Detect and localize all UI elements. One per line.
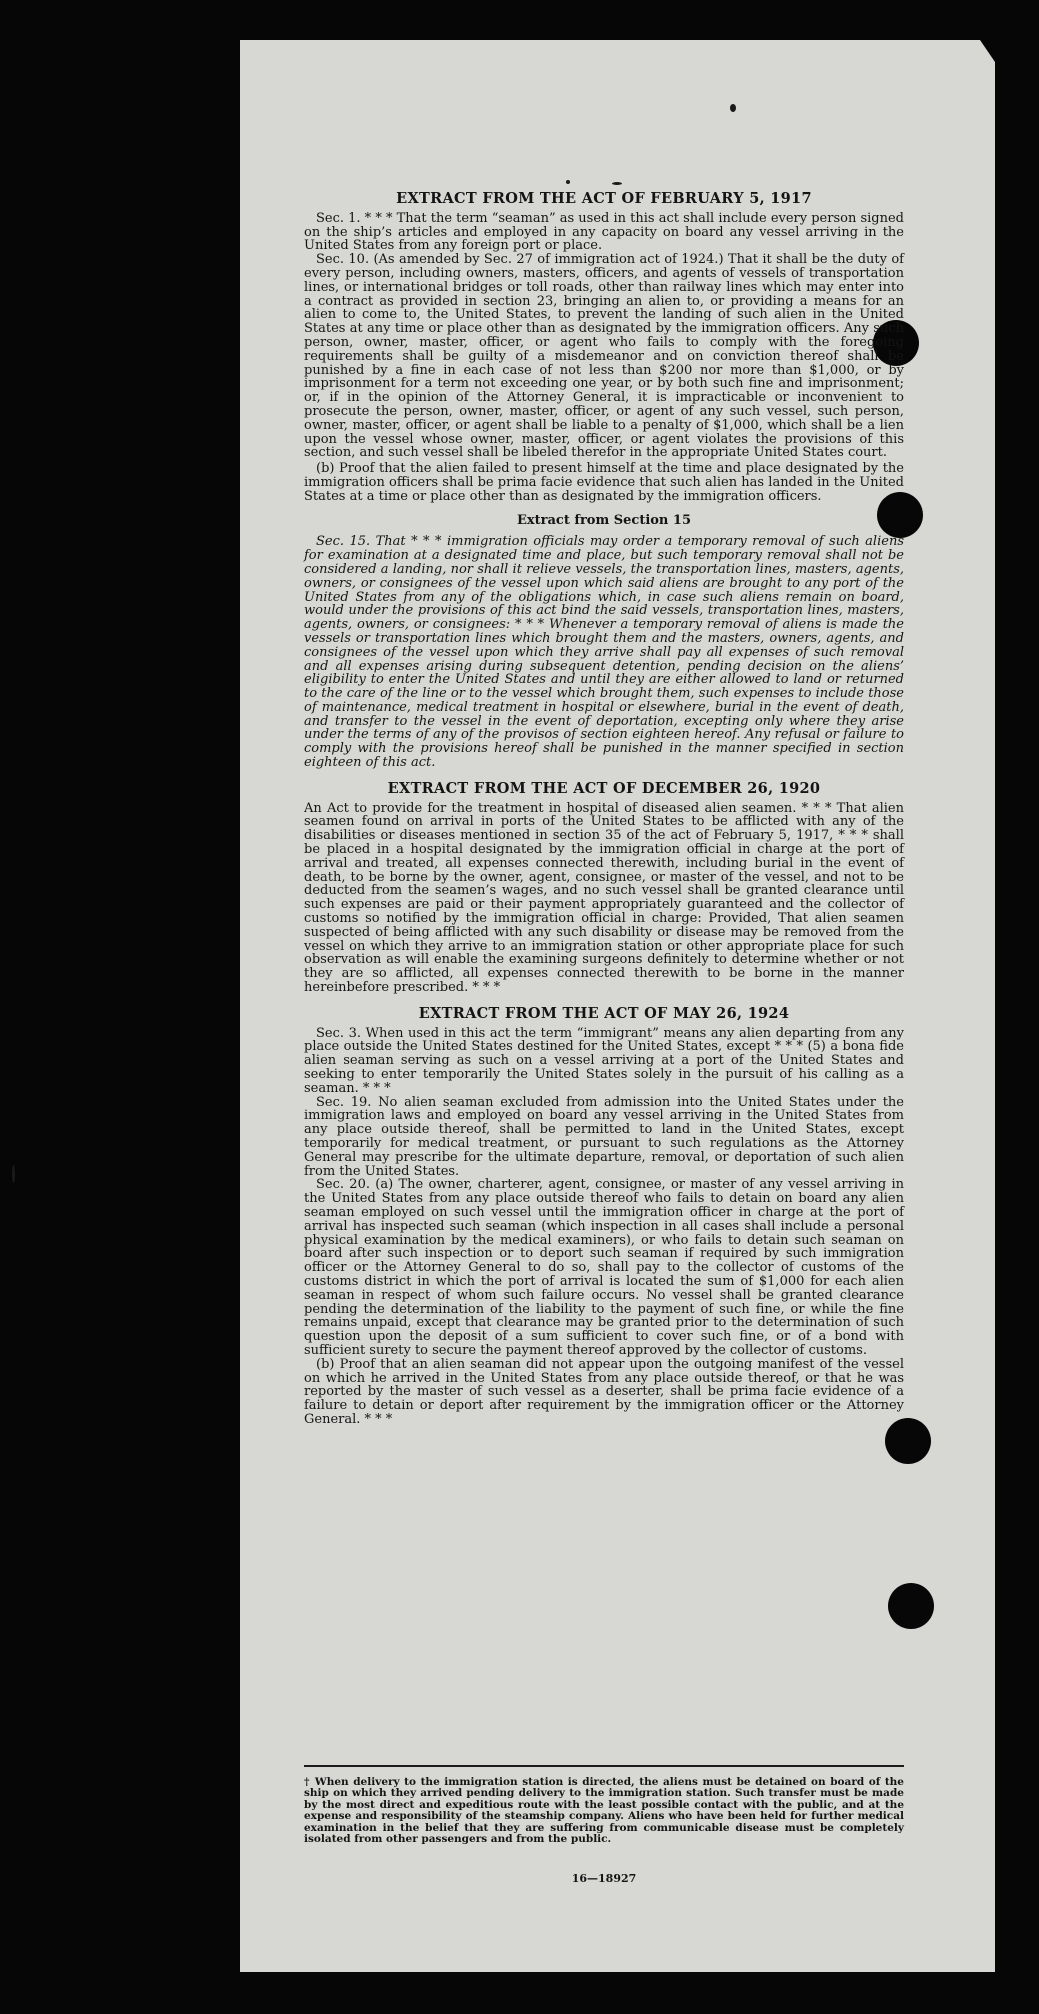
paper-speck bbox=[12, 1165, 15, 1183]
paragraph-sec-19: Sec. 19. No alien seaman excluded from admission into the United States under the immigration laws and employed on board any vessel arriving in the United States from any place outside thereof, shall be permitted to land in the United States, except temporarily for medical treatment, or pursuant to such regulations as the Attorney General may prescribe for the ultimate departure, removal, or deportation of such alien from the United States. bbox=[304, 1094, 904, 1179]
heading-act-1920: EXTRACT FROM THE ACT OF DECEMBER 26, 1920 bbox=[387, 779, 821, 797]
paper-speck bbox=[730, 104, 736, 112]
heading-act-1917: EXTRACT FROM THE ACT OF FEBRUARY 5, 1917 bbox=[396, 190, 812, 207]
paragraph-act-1920: An Act to provide for the treatment in hospital of diseased alien seamen. * * * That alien seamen found on arrival in ports of the United States to be afflicted with any of the disabilities or diseases mentioned in section 35 of the act of February 5, 1917, * * * shall be placed in a hospital designated by the immigration official in charge at the port of arrival and treated, all expenses connected therewith, including burial in the event of death, to be borne by the owner, agent, consignee, or master of the vessel, and not to be deducted from the seamen’s wages, and no such vessel shall be granted clearance until such expenses are paid or their payment appropriately guaranteed and the collector of customs so notified by the immigration official in charge: Provided, That alien seamen suspected of being afflicted with any such disability or disease may be removed from the vessel on which they arrive to an immigration station or other appropriate place for such observation as will enable the examining surgeons definitely to determine whether or not they are so afflicted, all expenses connected therewith to be borne in the manner hereinbefore prescribed. * * * bbox=[304, 800, 904, 996]
punch-hole bbox=[888, 1583, 934, 1629]
document-body bbox=[304, 192, 904, 1427]
paragraph-sec-20b: (b) Proof that an alien seaman did not appear upon the outgoing manifest of the vessel on which he arrived in the United States from any place outside thereof, or that he was reported by the master of such vessel as a deserter, shall be prima facie evidence of a failure to detain or deport after requirement by the immigration officer or the Attorney General. * * * bbox=[304, 1356, 904, 1427]
subheading-section-15: Extract from Section 15 bbox=[516, 512, 692, 528]
paragraph-sec-20: Sec. 20. (a) The owner, charterer, agent, consignee, or master of any vessel arriving in the United States from any place outside thereof who fails to detain on board any alien seaman employed on such vessel until the immigration officer in charge at the port of arrival has inspected such seaman (which inspection in all cases shall include a personal physical examination by the medical examiners), or who fails to detain such seaman on board after such inspection or to deport such seaman if required by such immigration officer or the Attorney General to do so, shall pay to the collector of customs of the customs district in which the port of arrival is located the sum of $1,000 for each alien seaman in respect of whom such failure occurs. No vessel shall be granted clearance pending the determination of the liability to the payment of such fine, or while the fine remains unpaid, except that clearance may be granted prior to the determination of such question upon the deposit of a sum sufficient to cover such fine, or of a bond with sufficient surety to secure the payment thereof approved by the collector of customs. bbox=[304, 1177, 904, 1358]
footnote: † When delivery to the immigration station is directed, the aliens must be detained on board of the ship on which they arrived pending delivery to the immigration station. Such transfer must be made by the most direct and expeditious route with the least possible contact with the public, and at the expense and responsibility of the steamship company. Aliens who have been held for further medical examination in the belief that they are suffering from communicable disease must be completely isolated from other passengers and from the public. bbox=[304, 1776, 904, 1846]
paragraph-sec-3: Sec. 3. When used in this act the term “immigrant” means any alien departing from any place outside the United States destined for the United States, except * * * (5) a bona fide alien seaman serving as such on a vessel arriving at a port of the United States and seeking to enter temporarily the United States solely in the pursuit of his calling as a seaman. * * * bbox=[304, 1025, 904, 1096]
footnote-divider bbox=[304, 1765, 904, 1767]
paper-speck bbox=[566, 180, 570, 184]
paragraph-sec-15: Sec. 15. That * * * immigration officials may order a temporary removal of such aliens for examination at a designated time and place, but such temporary removal shall not be considered a landing, nor shall it relieve vessels, the transportation lines, masters, agents, owners, or consignees of the vessel upon which said aliens are brought to any port of the United States from any of the obligations which, in case such aliens remain on board, would under the provisions of this act bind the said vessels, transportation lines, masters, agents, owners, or consignees: * * * Whenever a temporary removal of aliens is made the vessels or transportation lines which brought them and the masters, owners, agents, and consignees of the vessel upon which they arrive shall pay all expenses of such removal and all expenses arising during subsequent detention, pending decision on the aliens’ eligibility to enter the United States and until they are either allowed to land or returned to the care of the line or to the vessel which brought them, such expenses to include those of maintenance, medical treatment in hospital or elsewhere, burial in the event of death, and transfer to the vessel in the event of deportation, excepting only where they arise under the terms of any of the provisos of section eighteen hereof. Any refusal or failure to comply with the provisions hereof shall be punished in the manner specified in section eighteen of this act. bbox=[304, 534, 904, 771]
page-corner-fold bbox=[980, 40, 995, 62]
paragraph-sec-10b: (b) Proof that the alien failed to present himself at the time and place designated by the immigration officers shall be prima facie evidence that such alien has landed in the United States at a time or place other than as designated by the immigration officers. bbox=[304, 461, 904, 504]
form-number: 16—18927 bbox=[571, 1872, 637, 1885]
heading-act-1924: EXTRACT FROM THE ACT OF MAY 26, 1924 bbox=[418, 1004, 790, 1022]
paragraph-sec-10: Sec. 10. (As amended by Sec. 27 of immigration act of 1924.) That it shall be the duty of every person, including owners, masters, officers, and agents of vessels of transportation lines, or international bridges or toll roads, other than railway lines which may enter into a contract as provided in section 23, bringing an alien to, or providing a means for an alien to come to, the United States, to prevent the landing of such alien in the United States at any time or place other than as designated by the immigration officers. Any such person, owner, master, officer, or agent who fails to comply with the foregoing requirements shall be guilty of a misdemeanor and on conviction thereof shall be punished by a fine in each case of not less than $200 nor more than $1,000, or by imprisonment for a term not exceeding one year, or by both such fine and imprisonment; or, if in the opinion of the Attorney General, it is impracticable or inconvenient to prosecute the person, owner, master, officer, or agent of any such vessel, such person, owner, master, officer, or agent shall be liable to a penalty of $1,000, which shall be a lien upon the vessel whose owner, master, officer, or agent violates the provisions of this section, and such vessel shall be libeled therefor in the appropriate United States court. bbox=[304, 252, 904, 461]
paper-speck bbox=[612, 182, 622, 185]
paragraph-sec-1: Sec. 1. * * * That the term “seaman” as used in this act shall include every person signed on the ship’s articles and employed in any capacity on board any vessel arriving in the United States from any foreign port or place. bbox=[304, 210, 905, 254]
